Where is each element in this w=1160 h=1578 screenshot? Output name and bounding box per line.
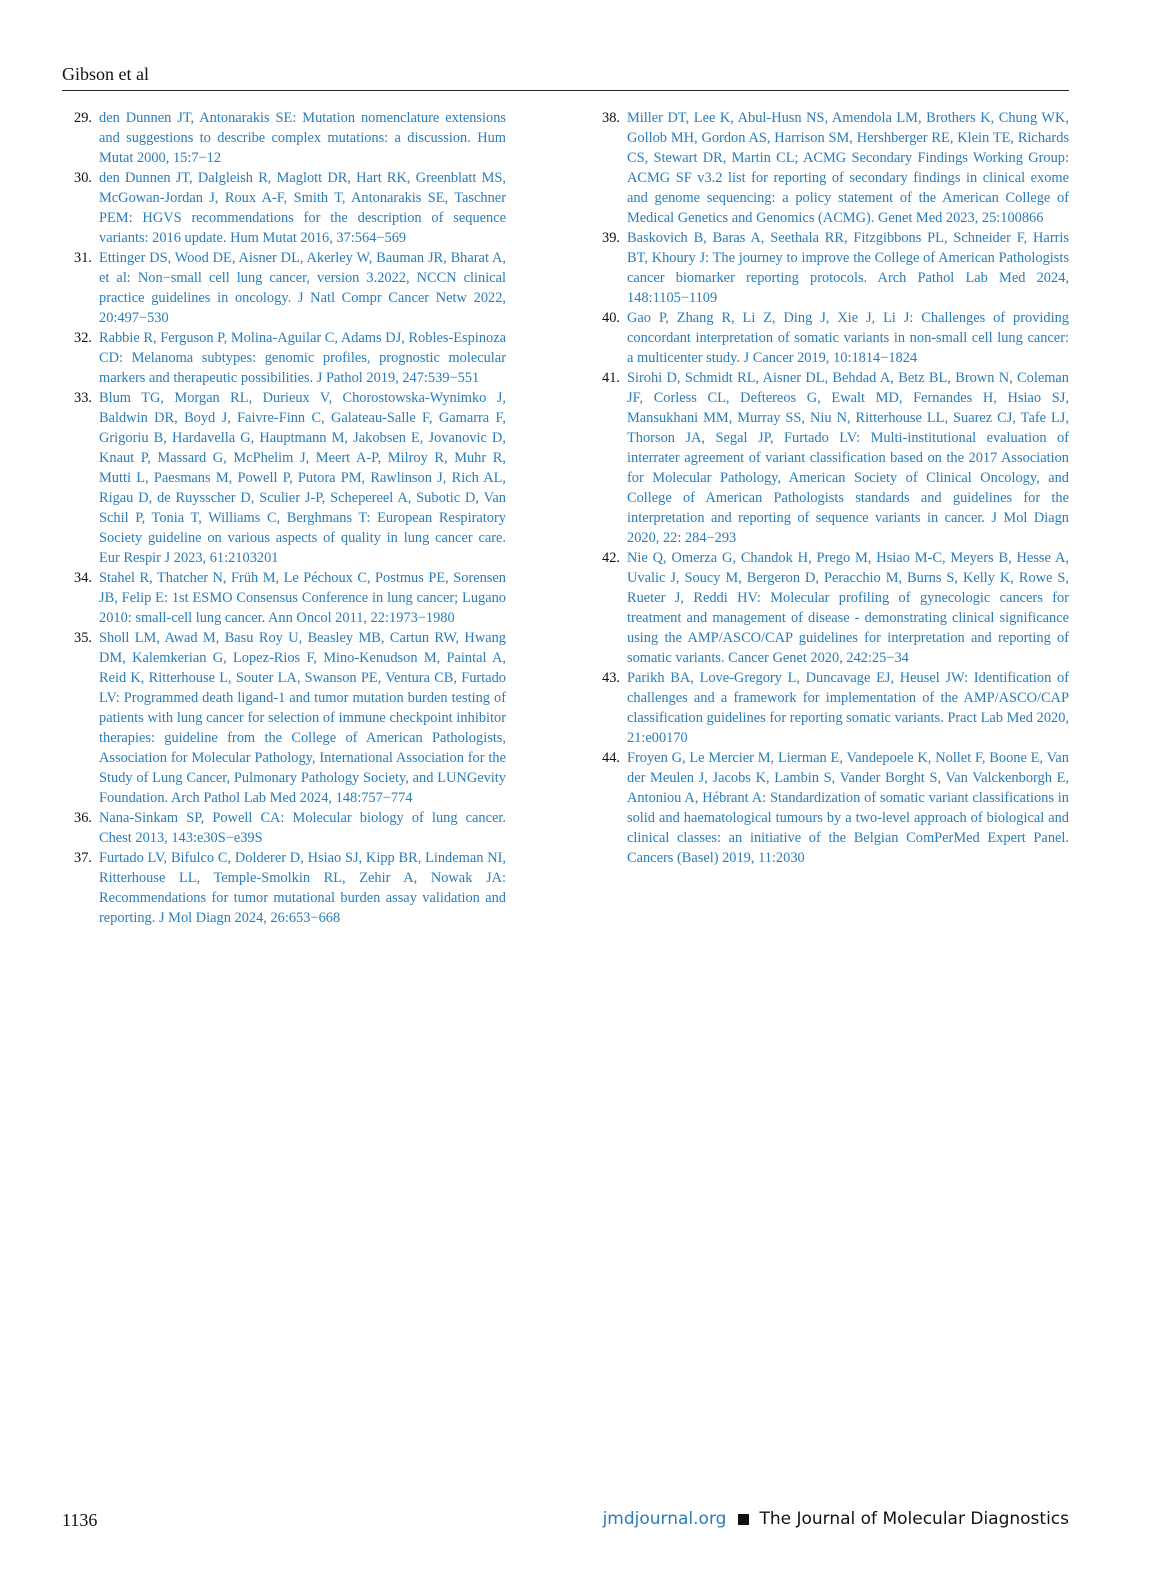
reference-number: 33. [74,390,92,406]
reference-number: 44. [602,750,620,766]
reference-number: 31. [74,250,92,266]
reference-list-right [590,108,1069,868]
reference-item [62,848,506,928]
reference-item [62,328,506,388]
journal-name: The Journal of Molecular Diagnostics [759,1509,1069,1529]
reference-link[interactable]: Rabbie R, Ferguson P, Molina-Aguilar C, Adams DJ, Robles-Espinoza CD: Melanoma subtypes: genomic profiles, prognostic molecular markers and therapeutic possibilities. J Pathol 2019, 247:539−551 [99,330,506,386]
reference-number: 32. [74,330,92,346]
reference-number: 36. [74,810,92,826]
reference-item [590,308,1069,368]
reference-link[interactable]: Sirohi D, Schmidt RL, Aisner DL, Behdad A, Betz BL, Brown N, Coleman JF, Corless CL, Deftereos G, Ewalt MD, Fernandes H, Hsiao SJ, Mansukhani MM, Murray SS, Niu N, Ritterhouse LL, Suarez CJ, Tafe LJ, Thorson JA, Segal JP, Furtado LV: Multi-institutional evaluation of interrater agreement of variant classification based on the 2017 Association for Molecular Pathology, American Society of Clinical Oncology, and College of American Pathologists standards and guidelines for the interpretation and reporting of sequence variants in cancer. J Mol Diagn 2020, 22: 284−293 [627,370,1069,546]
reference-link[interactable]: Miller DT, Lee K, Abul-Husn NS, Amendola LM, Brothers K, Chung WK, Gollob MH, Gordon AS, Harrison SM, Hershberger RE, Klein TE, Richards CS, Stewart DR, Martin CL; ACMG Secondary Findings Working Group: ACMG SF v3.2 list for reporting of secondary findings in clinical exome and genome sequencing: a policy statement of the American College of Medical Genetics and Genomics (ACMG). Genet Med 2023, 25:100866 [627,110,1069,226]
reference-item [62,628,506,808]
reference-link[interactable]: den Dunnen JT, Dalgleish R, Maglott DR, Hart RK, Greenblatt MS, McGowan-Jordan J, Roux A-F, Smith T, Antonarakis SE, Taschner PEM: HGVS recommendations for the description of sequence variants: 2016 update. Hum Mutat 2016, 37:564−569 [99,170,506,246]
reference-item [62,808,506,848]
reference-item [590,668,1069,748]
running-header-author: Gibson et al [62,64,149,84]
reference-link[interactable]: Froyen G, Le Mercier M, Lierman E, Vandepoele K, Nollet F, Boone E, Van der Meulen J, Jacobs K, Lambin S, Vander Borght S, Van Valckenborgh E, Antoniou A, Hébrant A: Standardization of somatic variant classifications in solid and haematological tumours by a two-level approach of biological and clinical classes: an initiative of the Belgian ComPerMed Expert Panel. Cancers (Basel) 2019, 11:2030 [627,750,1069,866]
reference-item [590,108,1069,228]
reference-item [62,568,506,628]
reference-number: 30. [74,170,92,186]
reference-number: 39. [602,230,620,246]
square-bullet-icon [738,1514,749,1525]
reference-link[interactable]: Stahel R, Thatcher N, Früh M, Le Péchoux C, Postmus PE, Sorensen JB, Felip E: 1st ESMO Consensus Conference in lung cancer; Lugano 2010: small-cell lung cancer. Ann Oncol 2011, 22:1973−1980 [99,570,506,626]
reference-number: 42. [602,550,620,566]
reference-link[interactable]: den Dunnen JT, Antonarakis SE: Mutation nomenclature extensions and suggestions to describe complex mutations: a discussion. Hum Mutat 2000, 15:7−12 [99,110,506,166]
reference-number: 37. [74,850,92,866]
reference-link[interactable]: Baskovich B, Baras A, Seethala RR, Fitzgibbons PL, Schneider F, Harris BT, Khoury J: The journey to improve the College of American Pathologists cancer biomarker reporting protocols. Arch Pathol Lab Med 2024, 148:1105−1109 [627,230,1069,306]
reference-link[interactable]: Blum TG, Morgan RL, Durieux V, Chorostowska-Wynimko J, Baldwin DR, Boyd J, Faivre-Finn C, Galateau-Salle F, Gamarra F, Grigoriu B, Hardavella G, Hauptmann M, Jakobsen E, Jovanovic D, Knaut P, Massard G, McPhelim J, Meert A-P, Milroy R, Muhr R, Mutti L, Paesmans M, Powell P, Putora PM, Rawlinson J, Rich AL, Rigau D, de Ruysscher D, Sculier J-P, Schepereel A, Subotic D, Van Schil P, Tonia T, Williams C, Berghmans T: European Respiratory Society guideline on various aspects of quality in lung cancer care. Eur Respir J 2023, 61:2103201 [99,390,506,566]
reference-item [590,368,1069,548]
journal-site-link[interactable]: jmdjournal.org [602,1509,727,1529]
reference-link[interactable]: Gao P, Zhang R, Li Z, Ding J, Xie J, Li J: Challenges of providing concordant interpretation of somatic variants in non-small cell lung cancer: a multicenter study. J Cancer 2019, 10:1814−1824 [627,310,1069,366]
reference-number: 29. [74,110,92,126]
reference-item [590,548,1069,668]
reference-link[interactable]: Ettinger DS, Wood DE, Aisner DL, Akerley W, Bauman JR, Bharat A, et al: Non−small cell lung cancer, version 3.2022, NCCN clinical practice guidelines in oncology. J Natl Compr Cancer Netw 2022, 20:497−530 [99,250,506,326]
reference-list-left [62,108,506,928]
reference-number: 34. [74,570,92,586]
reference-item [62,168,506,248]
reference-number: 35. [74,630,92,646]
reference-item [62,108,506,168]
reference-item [62,388,506,568]
reference-item [590,228,1069,308]
page-number: 1136 [62,1510,98,1530]
reference-number: 41. [602,370,620,386]
reference-number: 43. [602,670,620,686]
reference-link[interactable]: Sholl LM, Awad M, Basu Roy U, Beasley MB, Cartun RW, Hwang DM, Kalemkerian G, Lopez-Rios F, Mino-Kenudson M, Paintal A, Reid K, Ritterhouse L, Souter LA, Swanson PE, Ventura CB, Furtado LV: Programmed death ligand-1 and tumor mutation burden testing of patients with lung cancer for selection of immune checkpoint inhibitor therapies: guideline from the College of American Pathologists, Association for Molecular Pathology, International Association for the Study of Lung Cancer, Pulmonary Pathology Society, and LUNGevity Foundation. Arch Pathol Lab Med 2024, 148:757−774 [99,630,506,806]
header-rule [62,90,1069,91]
reference-number: 40. [602,310,620,326]
reference-link[interactable]: Furtado LV, Bifulco C, Dolderer D, Hsiao SJ, Kipp BR, Lindeman NI, Ritterhouse LL, Temple-Smolkin RL, Zehir A, Nowak JA: Recommendations for tumor mutational burden assay validation and reporting. J Mol Diagn 2024, 26:653−668 [99,850,506,926]
reference-number: 38. [602,110,620,126]
journal-footer [603,1509,1069,1529]
reference-item [590,748,1069,868]
reference-link[interactable]: Nie Q, Omerza G, Chandok H, Prego M, Hsiao M-C, Meyers B, Hesse A, Uvalic J, Soucy M, Bergeron D, Peracchio M, Burns S, Kelly K, Rowe S, Rueter J, Reddi HV: Molecular profiling of gynecologic cancers for treatment and management of disease - demonstrating clinical significance using the AMP/ASCO/CAP guidelines for interpretation and reporting of somatic variants. Cancer Genet 2020, 242:25−34 [627,550,1069,666]
reference-link[interactable]: Parikh BA, Love-Gregory L, Duncavage EJ, Heusel JW: Identification of challenges and a framework for implementation of the AMP/ASCO/CAP classification guidelines for reporting somatic variants. Pract Lab Med 2020, 21:e00170 [627,670,1069,746]
reference-link[interactable]: Nana-Sinkam SP, Powell CA: Molecular biology of lung cancer. Chest 2013, 143:e30S−e39S [99,810,506,846]
reference-item [62,248,506,328]
